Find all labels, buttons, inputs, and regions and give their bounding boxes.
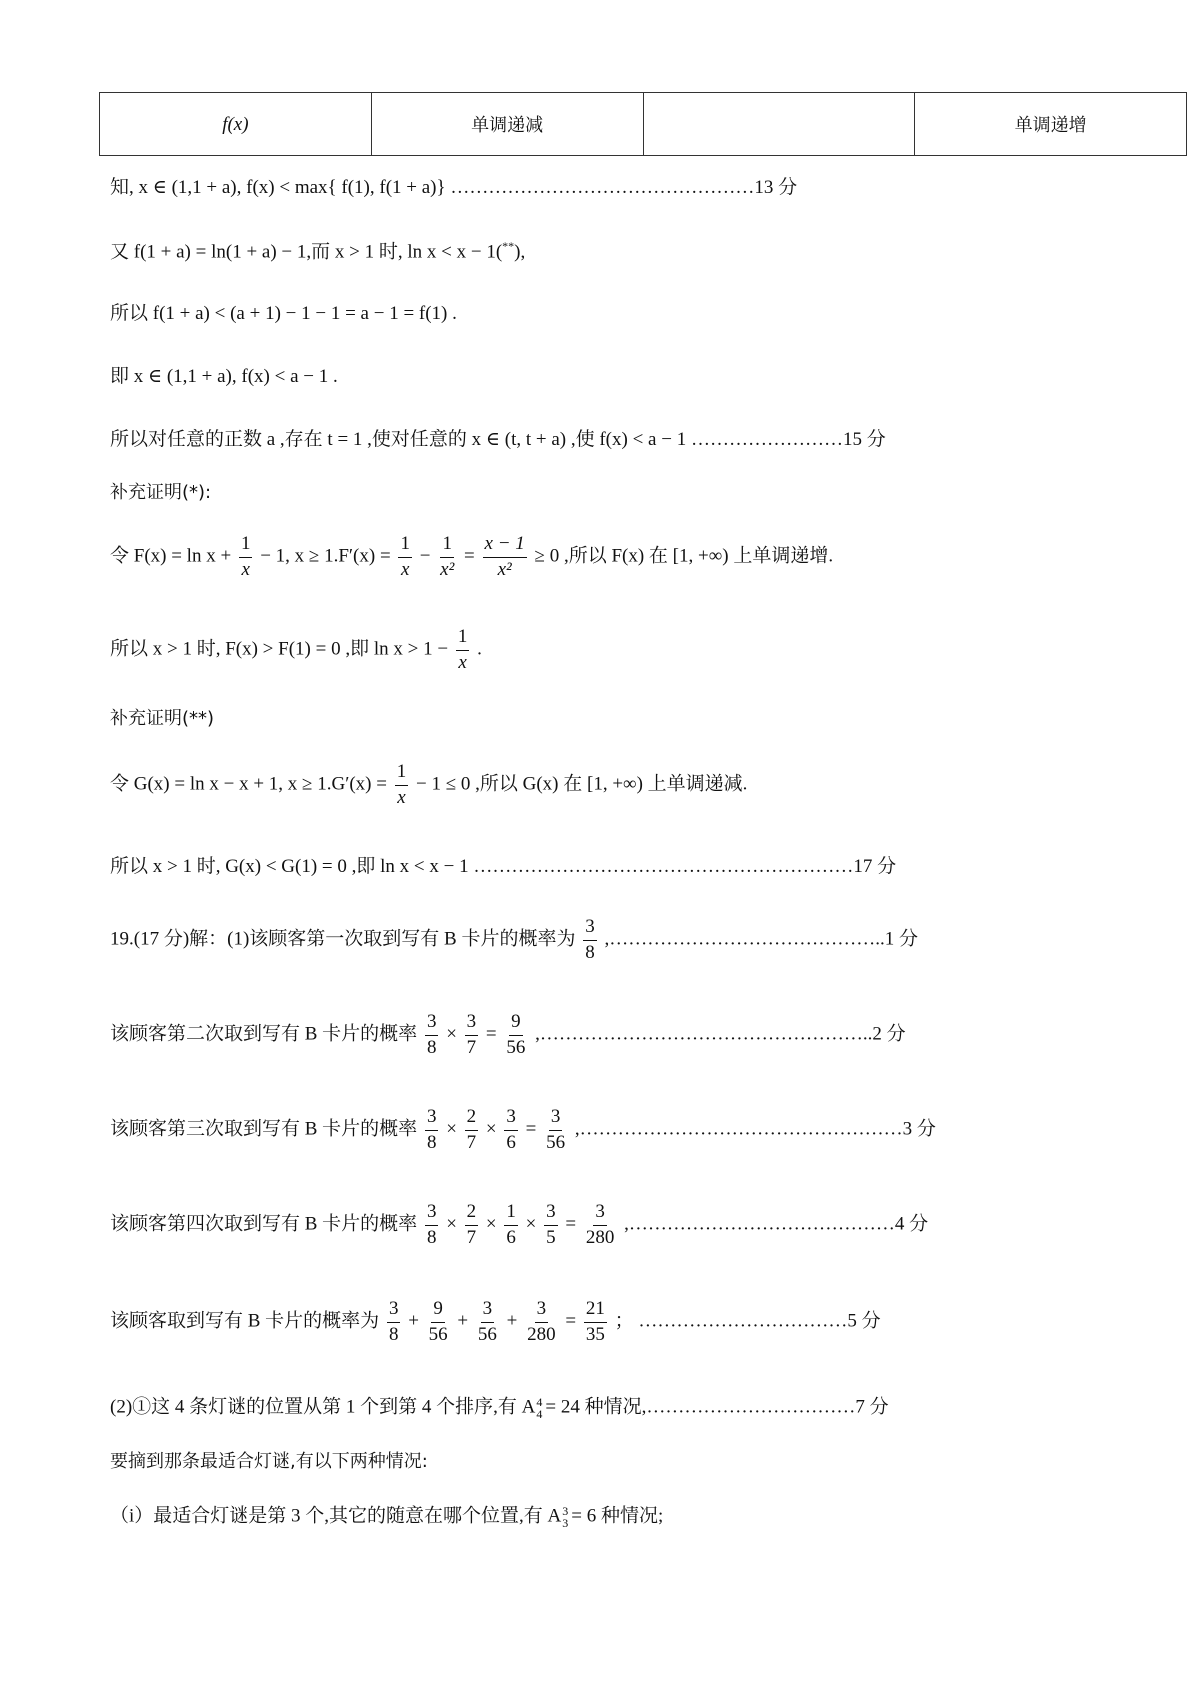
fraction	[425, 1200, 439, 1250]
numerator: 1	[456, 625, 470, 651]
denominator: 8	[426, 1131, 437, 1153]
denominator: 280	[585, 1226, 615, 1248]
text-line: 所以 x > 1 时, G(x) < G(1) = 0 ,即 ln x < x − 1 ……………………………………………………17 分	[110, 856, 897, 877]
denominator: 35	[585, 1323, 605, 1345]
section-heading: 补充证明(*):	[110, 482, 212, 503]
fraction	[544, 1105, 567, 1155]
text-segment: 19.(17 分)解：(1)该顾客第一次取到写有 B 卡片的概率为	[110, 928, 576, 950]
table-cell-text: 单调递减	[471, 115, 544, 136]
subscript: 4	[536, 1407, 543, 1421]
numerator: 1	[504, 1200, 518, 1226]
numerator: 3	[535, 1297, 549, 1323]
fraction	[465, 1010, 479, 1060]
table-cell-increasing	[915, 93, 1187, 156]
denominator: 56	[506, 1036, 526, 1058]
text-segment: 又 f(1 + a) = ln(1 + a) − 1,而 x > 1 时, ln x < x − 1	[110, 241, 496, 263]
fraction	[425, 1010, 439, 1060]
operator: =	[525, 1118, 537, 1140]
denominator: 8	[585, 941, 595, 963]
operator: =	[485, 1023, 497, 1045]
text-segment: 该顾客第二次取到写有 B 卡片的概率	[110, 1023, 418, 1045]
numerator: 1	[395, 760, 409, 786]
text-segment: ≥ 0 ,所以 F(x) 在 [1, +∞) 上单调递增.	[534, 545, 834, 567]
table-cell-decreasing	[371, 93, 643, 156]
numerator: 2	[465, 1105, 479, 1131]
fraction	[239, 532, 253, 582]
text-segment: 令 G(x) = ln x − x + 1, x ≥ 1.G′(x) =	[110, 773, 387, 795]
text-segment: 令 F(x) = ln x +	[110, 545, 232, 567]
numerator: 1	[398, 532, 412, 558]
denominator: 56	[477, 1323, 497, 1345]
fraction	[395, 760, 409, 810]
text-line: 所以对任意的正数 a ,存在 t = 1 ,使对任意的 x ∈ (t, t + a) ,使 f(x) < a − 1 ……………………15 分	[110, 429, 886, 450]
operator: ×	[485, 1118, 497, 1140]
formula-line	[110, 760, 747, 810]
denominator: x²	[440, 558, 455, 580]
permutation-indices	[562, 1505, 568, 1529]
numerator: 9	[431, 1297, 445, 1323]
operator: +	[408, 1310, 419, 1332]
formula-line	[110, 532, 833, 582]
text-segment: 该顾客第四次取到写有 B 卡片的概率	[110, 1213, 418, 1235]
text-segment: 该顾客第三次取到写有 B 卡片的概率	[110, 1118, 418, 1140]
text-segment: − 1 ≤ 0 ,所以 G(x) 在 [1, +∞) 上单调递减.	[415, 773, 748, 795]
denominator: 8	[388, 1323, 399, 1345]
text-segment: ,……………………………………………..2 分	[535, 1023, 906, 1045]
formula-line	[110, 1105, 936, 1155]
fraction	[465, 1105, 479, 1155]
denominator: x	[241, 558, 250, 580]
operator: ×	[446, 1213, 457, 1235]
formula-line	[110, 1200, 928, 1250]
text-line	[110, 1396, 889, 1420]
text-segment: ,……………………………………..1 分	[604, 928, 918, 950]
numerator: 1	[239, 532, 253, 558]
operator: ×	[525, 1213, 537, 1235]
fraction	[504, 1105, 518, 1155]
text-segment: (2)①这 4 条灯谜的位置从第 1 个到第 4 个排序,有 A	[110, 1396, 536, 1418]
operator: =	[565, 1310, 577, 1332]
operator: ×	[446, 1023, 457, 1045]
fraction	[525, 1297, 558, 1347]
denominator: 7	[466, 1226, 477, 1248]
denominator: 56	[428, 1323, 448, 1345]
text-segment: 所以 x > 1 时, F(x) > F(1) = 0 ,即 ln x > 1 −	[110, 638, 449, 660]
fraction	[438, 532, 456, 582]
numerator: 3	[465, 1010, 479, 1036]
denominator: 5	[546, 1226, 556, 1248]
subscript: 3	[562, 1516, 569, 1530]
text-line: 所以 f(1 + a) < (a + 1) − 1 − 1 = a − 1 = f(1) .	[110, 303, 457, 324]
text-segment: （i）最适合灯谜是第 3 个,其它的随意在哪个位置,有 A	[110, 1505, 562, 1527]
numerator: 9	[509, 1010, 523, 1036]
denominator: 56	[546, 1131, 566, 1153]
text-segment: .	[477, 638, 482, 660]
text-segment: − 1, x ≥ 1.F′(x) =	[260, 545, 391, 567]
operator: ×	[485, 1213, 497, 1235]
operator: ×	[446, 1118, 457, 1140]
permutation-indices	[536, 1396, 542, 1420]
denominator: x	[458, 651, 467, 673]
text-segment: 该顾客取到写有 B 卡片的概率为	[110, 1310, 380, 1332]
denominator: 7	[466, 1036, 477, 1058]
operator: =	[565, 1213, 577, 1235]
text-line: 知, x ∈ (1,1 + a), f(x) < max{ f(1), f(1 + a)} …………………………………………13 分	[110, 177, 798, 198]
numerator: 3	[583, 915, 597, 941]
table-cell-fx	[100, 93, 372, 156]
table-cell-empty	[643, 93, 915, 156]
monotonicity-table	[99, 92, 1187, 156]
denominator: x²	[497, 558, 512, 580]
text-line: 即 x ∈ (1,1 + a), f(x) < a − 1 .	[110, 366, 338, 387]
superscript: 4	[536, 1395, 543, 1409]
text-segment: ,……………………………………………3 分	[574, 1118, 936, 1140]
table-cell-text: 单调递增	[1014, 115, 1087, 136]
denominator: x	[400, 558, 410, 580]
text-line: 要摘到那条最适合灯谜,有以下两种情况:	[110, 1451, 428, 1472]
text-segment: = 24 种情况,……………………………7 分	[545, 1396, 889, 1418]
text-segment: −	[419, 545, 431, 567]
fraction	[456, 625, 470, 675]
text-segment: ,	[520, 241, 526, 263]
fraction	[387, 1297, 401, 1347]
numerator: 3	[504, 1105, 518, 1131]
fraction	[504, 1200, 518, 1250]
denominator: 8	[426, 1036, 437, 1058]
text-line: 又 f(1 + a) = ln(1 + a) − 1,而 x > 1 时, ln x < x − 1(**),	[110, 239, 526, 263]
formula-line	[110, 625, 482, 675]
fraction	[544, 1200, 558, 1250]
fraction	[583, 915, 597, 965]
text-line	[110, 1505, 663, 1529]
superscript: 3	[562, 1504, 569, 1518]
table-row	[100, 93, 1187, 156]
text-segment: ,……………………………………4 分	[624, 1213, 929, 1235]
numerator: 3	[544, 1200, 558, 1226]
footnote-marker: **	[502, 239, 515, 253]
fraction	[425, 1105, 439, 1155]
numerator: 3	[549, 1105, 563, 1131]
numerator: 3	[593, 1200, 607, 1226]
table-cell-text: f(x)	[222, 113, 249, 135]
fraction	[465, 1200, 479, 1250]
fraction	[584, 1297, 607, 1347]
fraction	[476, 1297, 499, 1347]
numerator: 3	[387, 1297, 401, 1323]
numerator: x − 1	[483, 532, 527, 558]
denominator: 8	[426, 1226, 437, 1248]
numerator: 3	[481, 1297, 495, 1323]
text-segment: = 6 种情况;	[571, 1505, 664, 1527]
denominator: 6	[506, 1226, 516, 1248]
numerator: 1	[440, 532, 454, 558]
denominator: x	[397, 786, 406, 808]
numerator: 3	[425, 1200, 439, 1226]
numerator: 2	[465, 1200, 479, 1226]
denominator: 280	[527, 1323, 556, 1345]
fraction	[483, 532, 527, 582]
formula-line	[110, 1297, 881, 1347]
formula-line	[110, 1010, 906, 1060]
text-segment: ； ……………………………5 分	[614, 1310, 881, 1332]
fraction	[427, 1297, 450, 1347]
numerator: 3	[425, 1010, 439, 1036]
numerator: 3	[425, 1105, 439, 1131]
text-segment: =	[464, 545, 475, 567]
fraction	[584, 1200, 617, 1250]
fraction	[504, 1010, 527, 1060]
denominator: 6	[506, 1131, 516, 1153]
fraction	[398, 532, 412, 582]
denominator: 7	[466, 1131, 477, 1153]
formula-line	[110, 915, 918, 965]
numerator: 21	[584, 1297, 607, 1323]
operator: +	[457, 1310, 469, 1332]
operator: +	[506, 1310, 518, 1332]
section-heading: 补充证明(**)	[110, 708, 215, 729]
